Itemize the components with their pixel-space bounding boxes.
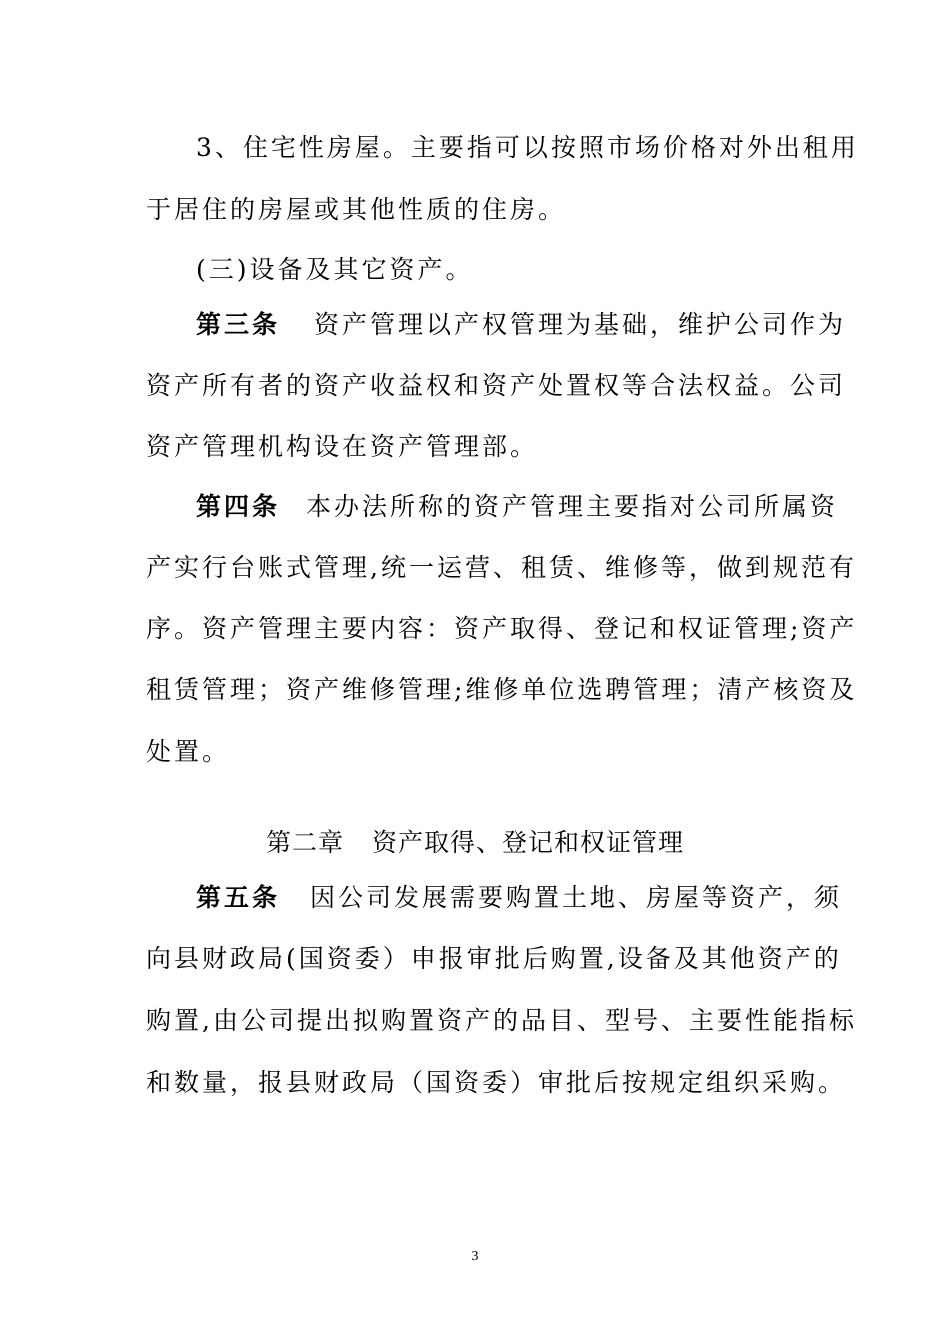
chapter2-label: 第二章 <box>265 828 344 857</box>
item3-line1: 3、住宅性房屋。主要指可以按照市场价格对外出租用 <box>196 133 859 162</box>
item-three-heading: (三)设备及其它资产。 <box>196 255 474 284</box>
article4-label: 第四条 <box>196 492 281 521</box>
article5-line1 <box>196 880 856 916</box>
article5-line3: 购置,由公司提出拟购置资产的品目、型号、主要性能指标 <box>146 1006 857 1035</box>
article4-line3: 序。资产管理主要内容：资产取得、登记和权证管理;资产 <box>146 614 858 643</box>
chapter2-heading <box>0 825 950 861</box>
article4-line1 <box>196 489 856 525</box>
article4-line5: 处置。 <box>146 737 231 766</box>
article4-text1: 本办法所称的资产管理主要指对公司所属资 <box>306 492 839 521</box>
article5-text1: 因公司发展需要购置土地、房屋等资产，须 <box>310 883 843 912</box>
article3-line1 <box>196 307 856 343</box>
article5-line2: 向县财政局(国资委）申报审批后购置,设备及其他资产的 <box>146 944 842 973</box>
article3-label: 第三条 <box>196 310 281 339</box>
article5-line4: 和数量，报县财政局（国资委）审批后按规定组织采购。 <box>146 1068 847 1097</box>
chapter2-title: 资产取得、登记和权证管理 <box>372 828 685 857</box>
page-number: 3 <box>471 1249 479 1264</box>
article3-line2: 资产所有者的资产收益权和资产处置权等合法权益。公司 <box>146 371 847 400</box>
article5-label: 第五条 <box>196 883 281 912</box>
article3-text1: 资产管理以产权管理为基础，维护公司作为 <box>314 310 847 339</box>
item3-line2: 于居住的房屋或其他性质的住房。 <box>146 195 567 224</box>
article3-line3: 资产管理机构设在资产管理部。 <box>146 432 539 461</box>
article4-line4: 租赁管理；资产维修管理;维修单位选聘管理；清产核资及 <box>146 675 858 704</box>
article4-line2: 产实行台账式管理,统一运营、租赁、维修等，做到规范有 <box>146 553 857 582</box>
